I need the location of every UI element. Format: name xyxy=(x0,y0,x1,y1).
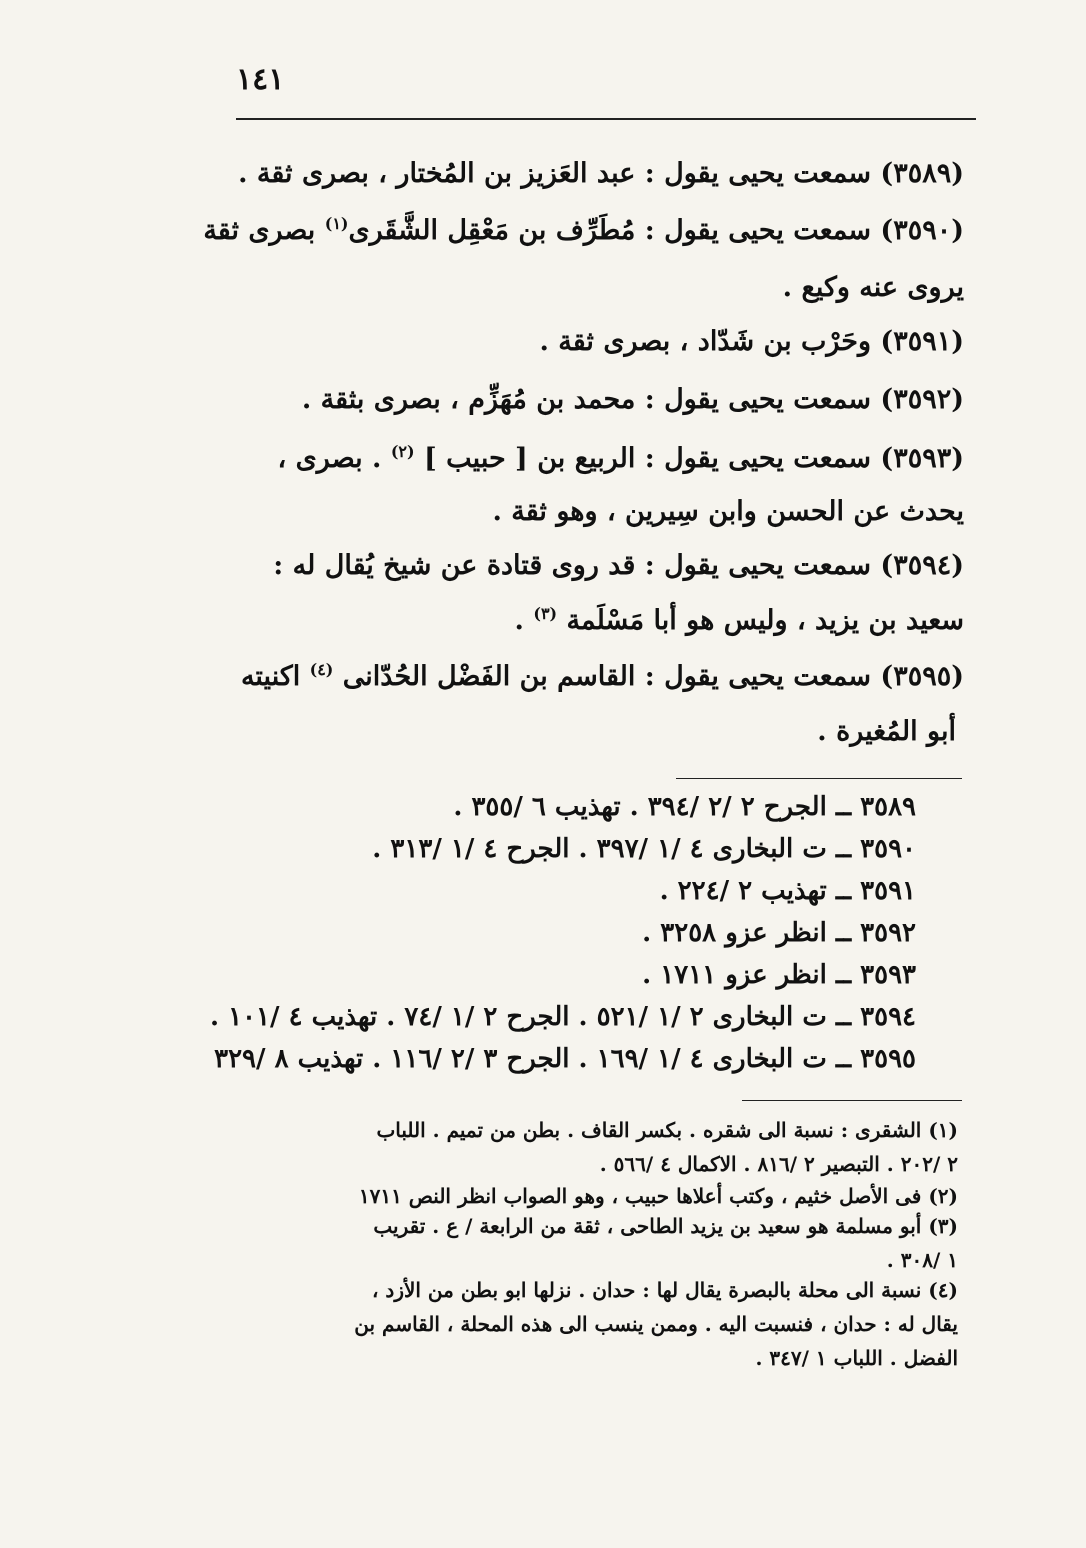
entry-3593 xyxy=(278,442,964,474)
footnote-1-line-2: ٢ /٢٠٢ . التبصير ٢ /٨١٦ . الاكمال ٤ /٥٦٦ . xyxy=(599,1152,958,1176)
entry-3593-text: (٣٥٩٣) سمعت يحيى يقول : الربيع بن [ حبيب ] xyxy=(414,443,964,474)
footnote-4-line-2: يقال له : حدان ، فنسبت اليه . وممن ينسب الى هذه المحلة ، القاسم بن xyxy=(354,1312,958,1336)
footnote-4-line-1: (٤) نسبة الى محلة بالبصرة يقال لها : حدان . نزلها ابو بطن من الأزد ، xyxy=(372,1278,958,1302)
footnote-3-line-2: ١ /٣٠٨ . xyxy=(886,1248,958,1272)
reference-3593: ٣٥٩٣ ــ انظر عزو ١٧١١ . xyxy=(642,960,916,990)
footnote-2: (٢) فى الأصل خثيم ، وكتب أعلاها حبيب ، وهو الصواب انظر النص ١٧١١ xyxy=(358,1184,958,1208)
header-rule xyxy=(236,118,976,120)
reference-3590: ٣٥٩٠ ــ ت البخارى ٤ /١ /٣٩٧ . الجرح ٤ /١ /٣١٣ . xyxy=(372,834,916,864)
entry-3593-tail: . بصرى ، xyxy=(277,443,391,474)
reference-3591: ٣٥٩١ ــ تهذيب ٢ /٢٢٤ . xyxy=(659,876,916,906)
entry-3592: (٣٥٩٢) سمعت يحيى يقول : محمد بن مُهَزِّم ، بصرى بثقة . xyxy=(301,384,964,415)
entry-3594: (٣٥٩٤) سمعت يحيى يقول : قد روى قتادة عن شيخ يُقال له : xyxy=(273,550,964,581)
entry-3595-text: (٣٥٩٥) سمعت يحيى يقول : القاسم بن الفَضْل الحُدّانى xyxy=(333,661,964,692)
footnote-marker-2: (٢) xyxy=(390,442,415,461)
reference-3594: ٣٥٩٤ ــ ت البخارى ٢ /١ /٥٢١ . الجرح ٢ /١ /٧٤ . تهذيب ٤ /١٠١ . xyxy=(209,1002,916,1032)
entry-3590-text: (٣٥٩٠) سمعت يحيى يقول : مُطَرِّف بن مَعْقِل الشَّقَرى xyxy=(348,215,964,246)
page-number: ١٤١ xyxy=(236,62,285,97)
footnote-1-line-1: (١) الشقرى : نسبة الى شقره . بكسر القاف . بطن من تميم . اللباب xyxy=(376,1118,958,1142)
footnote-marker-3: (٣) xyxy=(533,604,558,623)
reference-3592: ٣٥٩٢ ــ انظر عزو ٣٢٥٨ . xyxy=(642,918,916,948)
references-divider xyxy=(676,778,962,779)
footnote-3-line-1: (٣) أبو مسلمة هو سعيد بن يزيد الطاحى ، ثقة من الرابعة / ع . تقريب xyxy=(373,1214,958,1238)
reference-3595: ٣٥٩٥ ــ ت البخارى ٤ /١ /١٦٩ . الجرح ٣ /٢ /١١٦ . تهذيب ٨ /٣٢٩ xyxy=(214,1044,916,1074)
footnote-4-line-3: الفضل . اللباب ١ /٣٤٧ . xyxy=(755,1346,958,1370)
entry-3591: (٣٥٩١) وحَرْب بن شَدّاد ، بصرى ثقة . xyxy=(539,326,964,357)
entry-3594-cont xyxy=(515,604,964,636)
entry-3590-tail: بصرى ثقة xyxy=(203,215,325,246)
entry-3590 xyxy=(203,214,964,246)
entry-3593-cont: يحدث عن الحسن وابن سِيرين ، وهو ثقة . xyxy=(492,496,964,527)
entry-3594-tail: . xyxy=(514,605,534,636)
entry-3595-cont: أبو المُغيرة . xyxy=(817,716,956,747)
entry-3589: (٣٥٨٩) سمعت يحيى يقول : عبد العَزيز بن المُختار ، بصرى ثقة . xyxy=(238,158,964,189)
reference-3589: ٣٥٨٩ ــ الجرح ٢ /٢ /٣٩٤ . تهذيب ٦ /٣٥٥ . xyxy=(453,792,916,822)
entry-3595 xyxy=(241,660,964,692)
footnote-marker-1: (١) xyxy=(324,214,349,233)
footnotes-divider xyxy=(742,1100,962,1101)
entry-3594-cont-text: سعيد بن يزيد ، وليس هو أبا مَسْلَمة xyxy=(557,605,964,636)
footnote-marker-4: (٤) xyxy=(309,660,334,679)
entry-3595-tail: اكنيته xyxy=(240,661,310,692)
entry-3590-cont: يروى عنه وكيع . xyxy=(782,272,964,303)
